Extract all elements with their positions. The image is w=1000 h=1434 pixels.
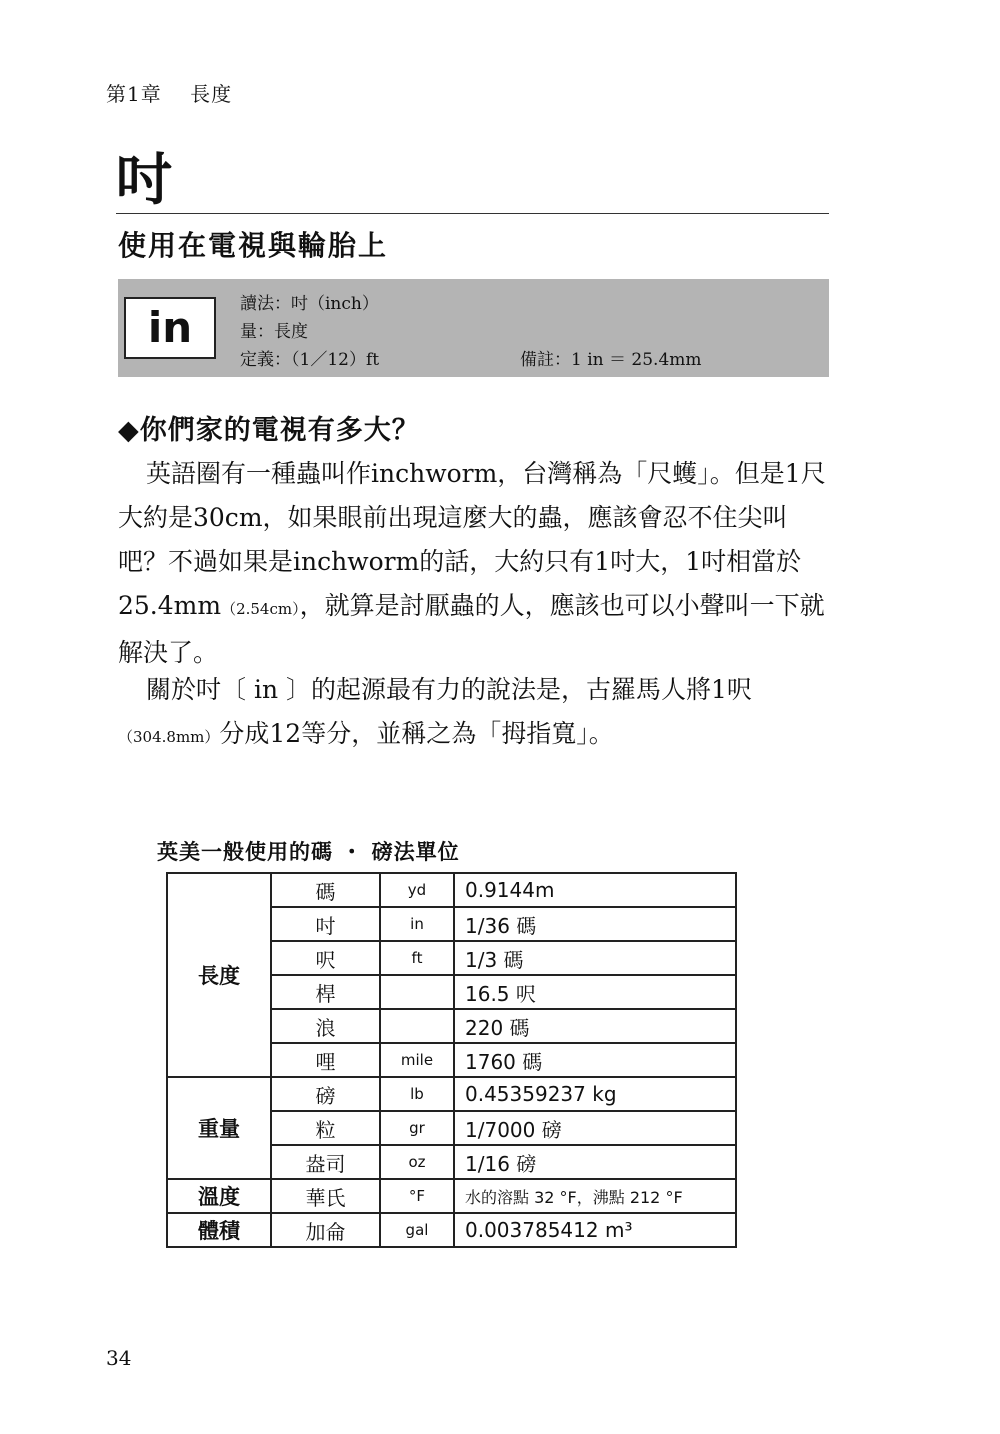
paragraph-2-text-b: 分成12等分，並稱之為「拇指寬」。 <box>219 719 614 748</box>
unit-definition: 定義：（1／12）ft <box>240 350 380 370</box>
unit-value-cell: 16.5 呎 <box>454 975 736 1009</box>
unit-value-cell: 1/16 磅 <box>454 1145 736 1179</box>
chapter-header: 第1章 長度 <box>106 82 233 106</box>
page-title: 吋 <box>116 147 172 213</box>
unit-value-cell: 0.9144m <box>454 873 736 907</box>
paragraph-1-text-b: ，就算是討厭蟲的人，應該也可以小聲叫一下就解決了。 <box>118 591 825 667</box>
table-row <box>167 1213 736 1247</box>
unit-name-cell: 加侖 <box>271 1213 380 1247</box>
page-subtitle: 使用在電視與輪胎上 <box>118 229 389 262</box>
category-cell: 長度 <box>167 873 271 1077</box>
table-row <box>167 1179 736 1213</box>
unit-symbol-cell: in <box>380 907 454 941</box>
unit-value-cell: 1/36 碼 <box>454 907 736 941</box>
unit-symbol-cell: oz <box>380 1145 454 1179</box>
unit-name-cell: 碼 <box>271 873 380 907</box>
unit-name-cell: 粒 <box>271 1111 380 1145</box>
unit-name-cell: 華氏 <box>271 1179 380 1213</box>
unit-symbol-cell: mile <box>380 1043 454 1077</box>
unit-quantity: 量：長度 <box>240 322 308 342</box>
unit-value-cell: 1/3 碼 <box>454 941 736 975</box>
unit-name-cell: 呎 <box>271 941 380 975</box>
category-cell: 重量 <box>167 1077 271 1179</box>
paragraph-2-small: （304.8mm） <box>118 728 220 746</box>
unit-info-box <box>118 279 829 377</box>
unit-value-cell: 水的溶點 32 °F，沸點 212 °F <box>454 1179 736 1213</box>
unit-symbol-cell: yd <box>380 873 454 907</box>
unit-table <box>166 872 737 1248</box>
category-cell: 溫度 <box>167 1179 271 1213</box>
unit-value-cell: 220 碼 <box>454 1009 736 1043</box>
category-cell: 體積 <box>167 1213 271 1247</box>
unit-name-cell: 哩 <box>271 1043 380 1077</box>
paragraph-1-small: （2.54cm） <box>221 600 300 618</box>
title-divider <box>116 213 829 214</box>
unit-name-cell: 盎司 <box>271 1145 380 1179</box>
unit-reading: 讀法：吋（inch） <box>240 294 379 314</box>
unit-symbol-cell: lb <box>380 1077 454 1111</box>
unit-symbol-cell: gal <box>380 1213 454 1247</box>
paragraph-2 <box>118 668 830 759</box>
unit-symbol-cell: °F <box>380 1179 454 1213</box>
page-number: 34 <box>106 1346 132 1370</box>
unit-name-cell: 浪 <box>271 1009 380 1043</box>
unit-value-cell: 1/7000 磅 <box>454 1111 736 1145</box>
unit-name-cell: 桿 <box>271 975 380 1009</box>
unit-symbol-cell: ft <box>380 941 454 975</box>
unit-symbol-cell: gr <box>380 1111 454 1145</box>
paragraph-1 <box>118 452 830 675</box>
paragraph-1-text-a: 英語圈有一種蟲叫作inchworm，台灣稱為「尺蠖」。但是1尺大約是30cm，如果眼前出現這麼大的蟲，應該會忍不住尖叫吧？不過如果是inchworm的話，大約只有1吋大，1吋相當於25.4mm <box>118 459 826 620</box>
unit-symbol: in <box>124 297 216 359</box>
unit-note: 備註：1 in ＝ 25.4mm <box>520 350 702 370</box>
paragraph-2-text-a: 關於吋〔 in 〕的起源最有力的說法是，古羅馬人將1呎 <box>146 675 752 704</box>
unit-value-cell: 0.003785412 m³ <box>454 1213 736 1247</box>
unit-name-cell: 吋 <box>271 907 380 941</box>
unit-value-cell: 1760 碼 <box>454 1043 736 1077</box>
table-caption: 英美一般使用的碼 ・ 磅法單位 <box>157 840 460 864</box>
unit-name-cell: 磅 <box>271 1077 380 1111</box>
section-heading: ◆你們家的電視有多大？ <box>118 415 420 446</box>
table-row <box>167 873 736 907</box>
unit-symbol-cell <box>380 1009 454 1043</box>
table-row <box>167 1077 736 1111</box>
unit-value-cell: 0.45359237 kg <box>454 1077 736 1111</box>
unit-symbol-cell <box>380 975 454 1009</box>
